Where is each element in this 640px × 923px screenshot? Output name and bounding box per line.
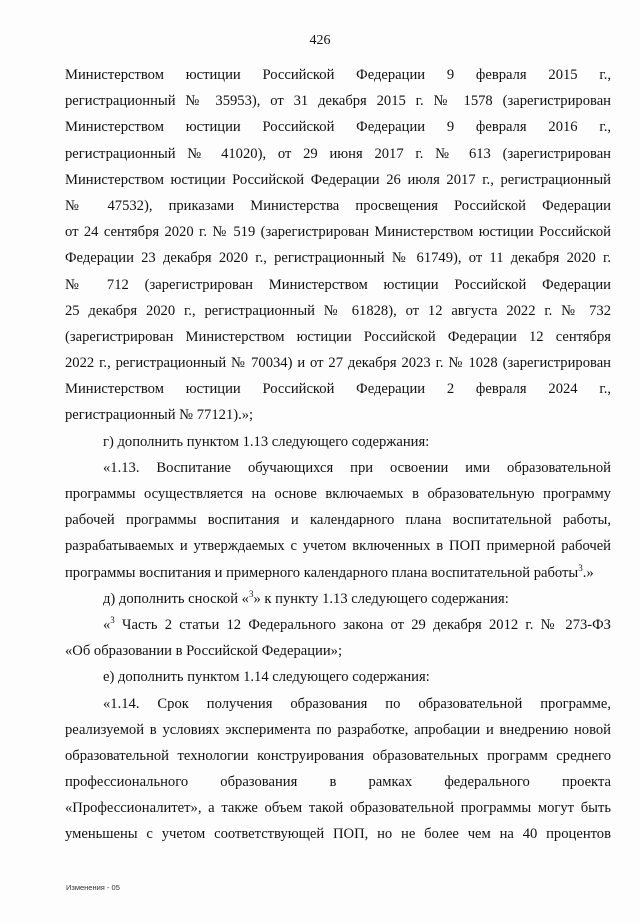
- text-line: рабочей программы воспитания и календарного плана воспитательной работы,: [65, 512, 611, 529]
- text-line: «1.14. Срок получения образования по образовательной программе,: [103, 695, 611, 712]
- text-fragment: д) дополнить сноской «: [103, 590, 249, 607]
- footnote-mark: 3: [578, 562, 583, 573]
- text-line: разрабатываемых и утверждаемых с учетом включенных в ПОП примерной рабочей: [65, 538, 611, 555]
- text-line: [65, 612, 611, 638]
- page-number: 426: [309, 33, 331, 48]
- text-line: «Об образовании в Российской Федерации»;: [65, 643, 343, 660]
- text-line: 2022 г., регистрационный № 70034) и от 27 декабря 2023 г. № 1028 (зарегистрирован: [65, 355, 611, 372]
- text-fragment: .»: [582, 564, 594, 581]
- text-line: регистрационный № 77121).»;: [65, 407, 254, 424]
- text-line: Федерации 23 декабря 2020 г., регистрационный № 61749), от 11 декабря 2020 г.: [65, 250, 611, 267]
- text-line: Министерством юстиции Российской Федерации 9 февраля 2016 г.,: [65, 119, 611, 136]
- text-line: [65, 586, 611, 612]
- text-line: «Профессионалитет», а также объем такой образовательной программы могут быть: [65, 800, 611, 817]
- text-line: 25 декабря 2020 г., регистрационный № 61828), от 12 августа 2022 г. № 732: [65, 302, 611, 319]
- footnote-mark: 3: [110, 615, 115, 626]
- document-body: [65, 62, 611, 848]
- text-fragment: «: [103, 616, 111, 633]
- text-line: регистрационный № 41020), от 29 июня 2017 г. № 613 (зарегистрирован: [65, 145, 611, 162]
- text-line: реализуемой в условиях эксперимента по разработке, апробации и внедрению новой: [65, 721, 611, 738]
- footer-note: Изменения - 05: [66, 883, 120, 892]
- text-fragment: » к пункту 1.13 следующего содержания:: [253, 590, 509, 607]
- text-line: профессионального образования в рамках федерального проекта: [65, 774, 611, 791]
- text-fragment: Часть 2 статьи 12 Федерального закона от 29 декабря 2012 г. № 273-ФЗ: [114, 616, 611, 633]
- text-line: [65, 560, 611, 586]
- text-line: е) дополнить пунктом 1.14 следующего содержания:: [103, 669, 430, 686]
- text-line: Министерством юстиции Российской Федерации 2 февраля 2024 г.,: [65, 381, 611, 398]
- text-line: регистрационный № 35953), от 31 декабря 2015 г. № 1578 (зарегистрирован: [65, 93, 611, 110]
- text-line: № 47532), приказами Министерства просвещения Российской Федерации: [65, 197, 611, 214]
- text-line: уменьшены с учетом соответствующей ПОП, но не более чем на 40 процентов: [65, 826, 611, 843]
- text-line: Министерством юстиции Российской Федерации 26 июля 2017 г., регистрационный: [65, 171, 611, 188]
- footnote-mark: 3: [248, 588, 254, 599]
- text-line: «1.13. Воспитание обучающихся при освоении ими образовательной: [103, 459, 611, 476]
- text-line: образовательной технологии конструирования образовательных программ среднего: [65, 747, 611, 764]
- text-line: № 712 (зарегистрирован Министерством юстиции Российской Федерации: [65, 276, 611, 293]
- text-line: программы осуществляется на основе включаемых в образовательную программу: [65, 486, 611, 502]
- text-line: (зарегистрирован Министерством юстиции Российской Федерации 12 сентября: [65, 328, 611, 345]
- text-line: г) дополнить пунктом 1.13 следующего содержания:: [103, 433, 430, 450]
- text-line: Министерством юстиции Российской Федерации 9 февраля 2015 г.,: [65, 67, 611, 83]
- text-fragment: программы воспитания и примерного календарного плана воспитательной работы: [65, 564, 579, 581]
- text-line: от 24 сентября 2020 г. № 519 (зарегистрирован Министерством юстиции Российской: [65, 224, 611, 241]
